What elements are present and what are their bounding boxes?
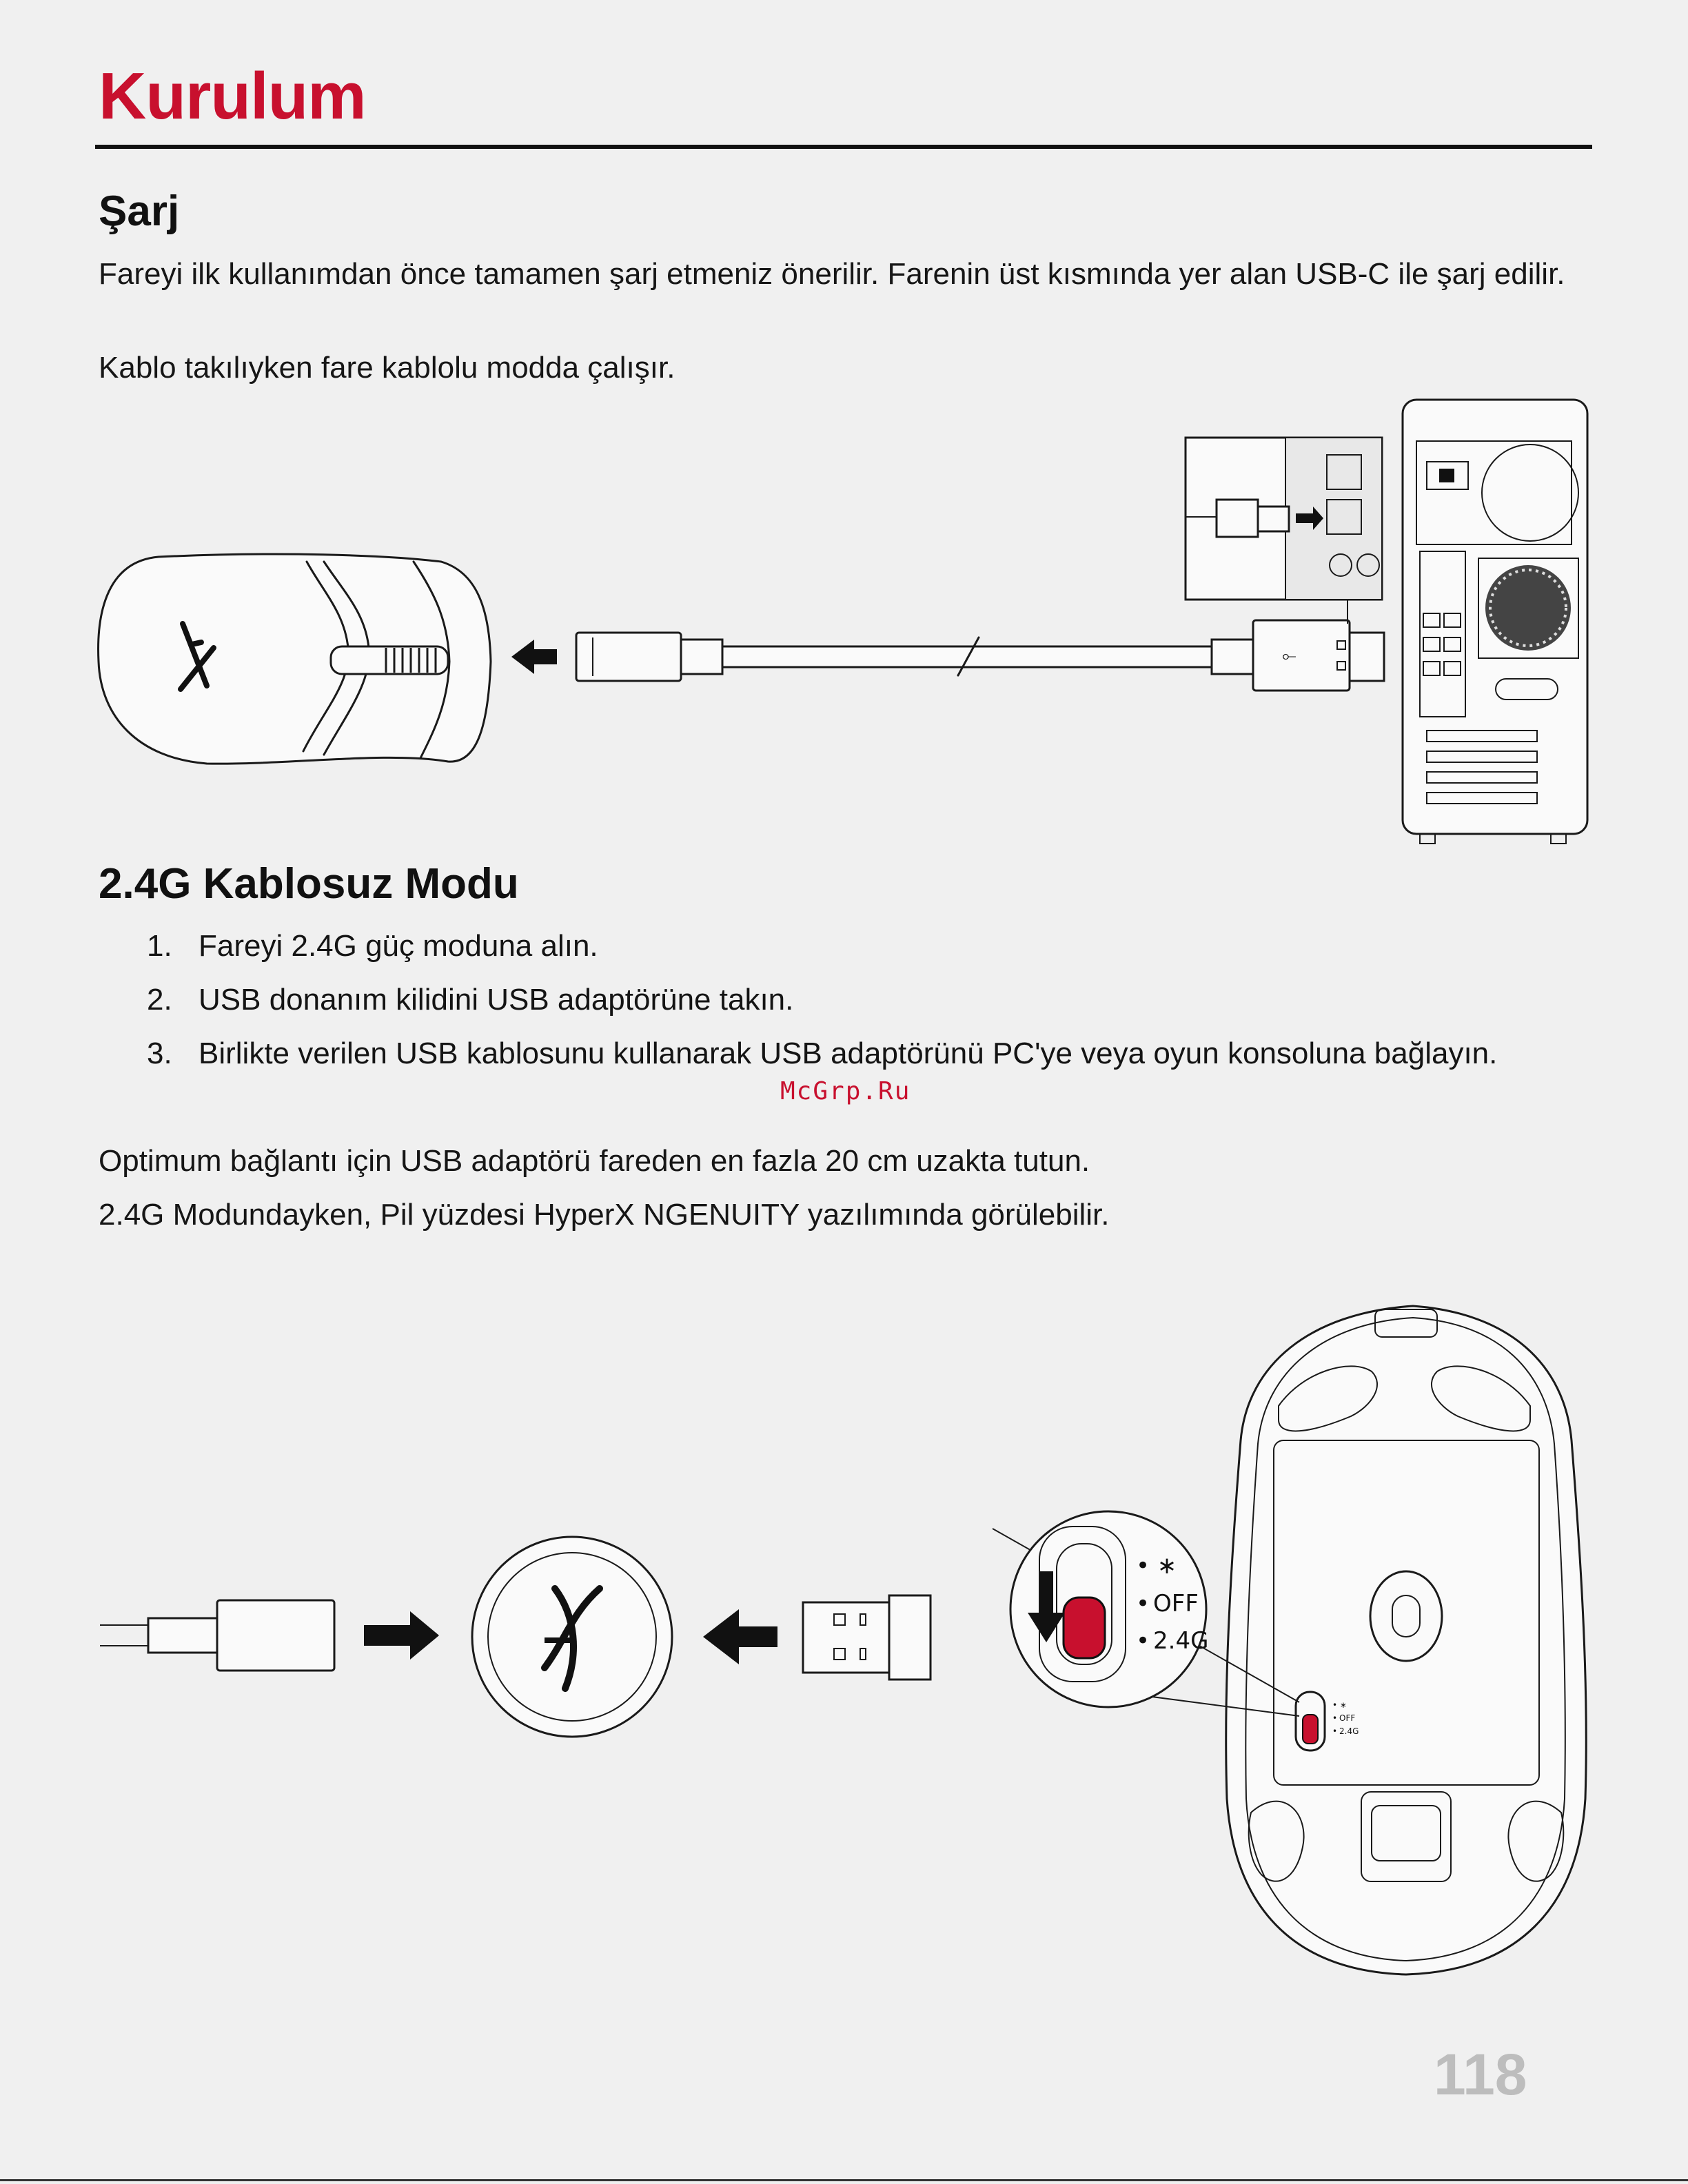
wireless-heading: 2.4G Kablosuz Modu	[99, 860, 519, 908]
charging-heading: Şarj	[99, 187, 180, 235]
charging-paragraph-2: Kablo takılıyken fare kablolu modda çalışır.	[99, 351, 675, 385]
svg-text:•: •	[1136, 1627, 1150, 1655]
svg-text:• ∗: • ∗	[1136, 1552, 1177, 1580]
step-number: 2.	[147, 983, 172, 1017]
step-text: USB donanım kilidini USB adaptörüne takın.	[199, 983, 794, 1017]
svg-text:•: •	[1332, 1713, 1338, 1723]
usb-c-cable-end	[100, 1600, 334, 1671]
switch-option-small: OFF	[1339, 1713, 1356, 1723]
switch-option: 2.4G	[1153, 1627, 1209, 1655]
usb-dongle-receiver	[472, 1537, 672, 1737]
usb-adapter	[803, 1595, 931, 1680]
page-title: Kurulum	[99, 59, 366, 133]
wireless-note-2: 2.4G Modundayken, Pil yüzdesi HyperX NGENUITY yazılımında görülebilir.	[99, 1198, 1110, 1232]
svg-text:•: •	[1136, 1590, 1150, 1617]
arrow-left-icon	[703, 1609, 777, 1664]
charging-paragraph-1: Fareyi ilk kullanımdan önce tamamen şarj etmeniz önerilir. Farenin üst kısmında yer alan USB-C ile şarj edilir.	[99, 257, 1565, 291]
wireless-note-1: Optimum bağlantı için USB adaptörü fareden en fazla 20 cm uzakta tutun.	[99, 1144, 1090, 1178]
arrow-right-icon	[364, 1611, 439, 1660]
svg-text:• ∗: • ∗	[1332, 1700, 1347, 1710]
page-number: 118	[1434, 2042, 1527, 2107]
svg-text:•: •	[1332, 1726, 1338, 1736]
step-text: Fareyi 2.4G güç moduna alın.	[199, 929, 598, 963]
step-number: 1.	[147, 929, 172, 963]
watermark: McGrp.Ru	[780, 1077, 911, 1105]
switch-option-small: 2.4G	[1339, 1726, 1359, 1736]
step-text: Birlikte verilen USB kablosunu kullanarak USB adaptörünü PC'ye veya oyun konsoluna bağlayın.	[199, 1037, 1498, 1070]
power-switch-zoom	[1010, 1511, 1208, 1707]
svg-text:⟜: ⟜	[1282, 646, 1296, 666]
footer-line	[0, 2179, 1688, 2181]
step-number: 3.	[147, 1037, 172, 1070]
switch-option: OFF	[1153, 1590, 1199, 1617]
